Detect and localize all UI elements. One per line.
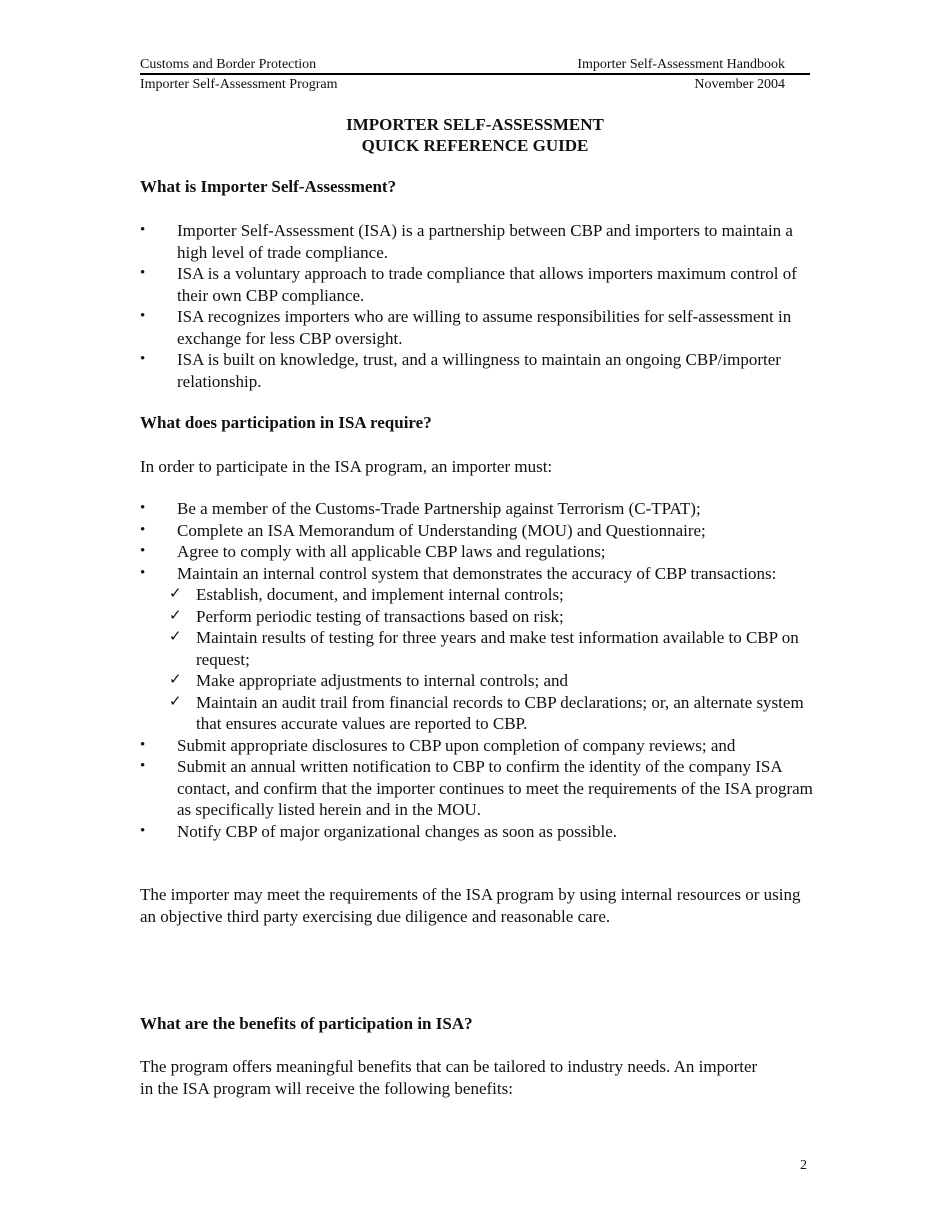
list-item: • ISA recognizes importers who are willing to assume responsibilities for self-assessment in exchange for less CBP oversight. bbox=[140, 307, 792, 348]
header-agency: Customs and Border Protection bbox=[140, 57, 317, 72]
section-heading-requirements: What does participation in ISA require? bbox=[140, 413, 432, 432]
title-line-1: IMPORTER SELF-ASSESSMENT bbox=[346, 115, 604, 134]
checklist-item: ✓ Perform periodic testing of transactions based on risk; bbox=[169, 606, 564, 626]
list-item: • Complete an ISA Memorandum of Understanding (MOU) and Questionnaire; bbox=[140, 520, 706, 540]
bullet-icon: • bbox=[140, 564, 146, 581]
list-item: • Importer Self-Assessment (ISA) is a partnership between CBP and importers to maintain a high level of trade compliance. bbox=[140, 221, 793, 262]
list-item: • Maintain an internal control system that demonstrates the accuracy of CBP transactions: bbox=[140, 563, 777, 583]
bullet-icon: • bbox=[140, 822, 146, 839]
checklist-item: ✓ Make appropriate adjustments to internal controls; and bbox=[169, 671, 569, 690]
page-number: 2 bbox=[800, 1158, 807, 1173]
bullet-icon: • bbox=[140, 222, 146, 238]
running-header-top bbox=[140, 57, 785, 73]
check-icon: ✓ bbox=[169, 607, 182, 624]
benefits-intro: The program offers meaningful benefits that can be tailored to industry needs. An importer in the ISA program will receive the following benefits: bbox=[140, 1057, 758, 1098]
list-item: • Be a member of the Customs-Trade Partnership against Terrorism (C-TPAT); bbox=[140, 499, 701, 518]
checklist-item: ✓ Establish, document, and implement internal controls; bbox=[169, 585, 564, 604]
list-item: • Notify CBP of major organizational changes as soon as possible. bbox=[140, 821, 618, 841]
running-header-bottom bbox=[140, 77, 785, 93]
header-document-title: Importer Self-Assessment Handbook bbox=[577, 57, 785, 72]
list-item: • Submit an annual written notification to CBP to confirm the identity of the company ISA contact, and confirm that the importer continues to meet the requirements of the ISA program as specifically listed herein and in the MOU. bbox=[140, 757, 813, 819]
list-item: • Submit appropriate disclosures to CBP upon completion of company reviews; and bbox=[140, 735, 736, 755]
header-date: November 2004 bbox=[694, 77, 785, 92]
what-is-isa-list bbox=[140, 220, 820, 392]
list-item: • ISA is a voluntary approach to trade compliance that allows importers maximum control of their own CBP compliance. bbox=[140, 264, 797, 305]
checklist-item: ✓ Maintain an audit trail from financial records to CBP declarations; or, an alternate system that ensures accurate values are reported to CBP. bbox=[169, 692, 804, 733]
title-line-2: QUICK REFERENCE GUIDE bbox=[361, 136, 589, 155]
check-icon: ✓ bbox=[169, 672, 182, 688]
checklist-item: ✓ Maintain results of testing for three years and make test information available to CBP on request; bbox=[169, 628, 799, 669]
bullet-icon: • bbox=[140, 521, 146, 538]
requirements-closing: The importer may meet the requirements of the ISA program by using internal resources or using an objective third party exercising due diligence and reasonable care. bbox=[140, 885, 801, 926]
requirements-intro: In order to participate in the ISA program, an importer must: bbox=[140, 457, 553, 476]
section-heading-benefits: What are the benefits of participation in ISA? bbox=[140, 1014, 473, 1033]
bullet-icon: • bbox=[140, 736, 146, 753]
header-rule bbox=[140, 73, 810, 75]
bullet-icon: • bbox=[140, 543, 146, 559]
bullet-icon: • bbox=[140, 500, 146, 516]
bullet-icon: • bbox=[140, 351, 146, 367]
list-item: • Agree to comply with all applicable CBP laws and regulations; bbox=[140, 542, 606, 561]
list-item: • ISA is built on knowledge, trust, and a willingness to maintain an ongoing CBP/importer relationship. bbox=[140, 350, 781, 391]
bullet-icon: • bbox=[140, 265, 146, 281]
check-icon: ✓ bbox=[169, 586, 182, 602]
bullet-icon: • bbox=[140, 758, 146, 774]
document-title bbox=[140, 114, 810, 156]
section-heading-what-is-isa: What is Importer Self-Assessment? bbox=[140, 177, 397, 196]
header-program: Importer Self-Assessment Program bbox=[140, 77, 338, 92]
bullet-icon: • bbox=[140, 308, 146, 324]
requirements-list bbox=[140, 498, 820, 842]
check-icon: ✓ bbox=[169, 629, 182, 645]
check-icon: ✓ bbox=[169, 693, 182, 710]
